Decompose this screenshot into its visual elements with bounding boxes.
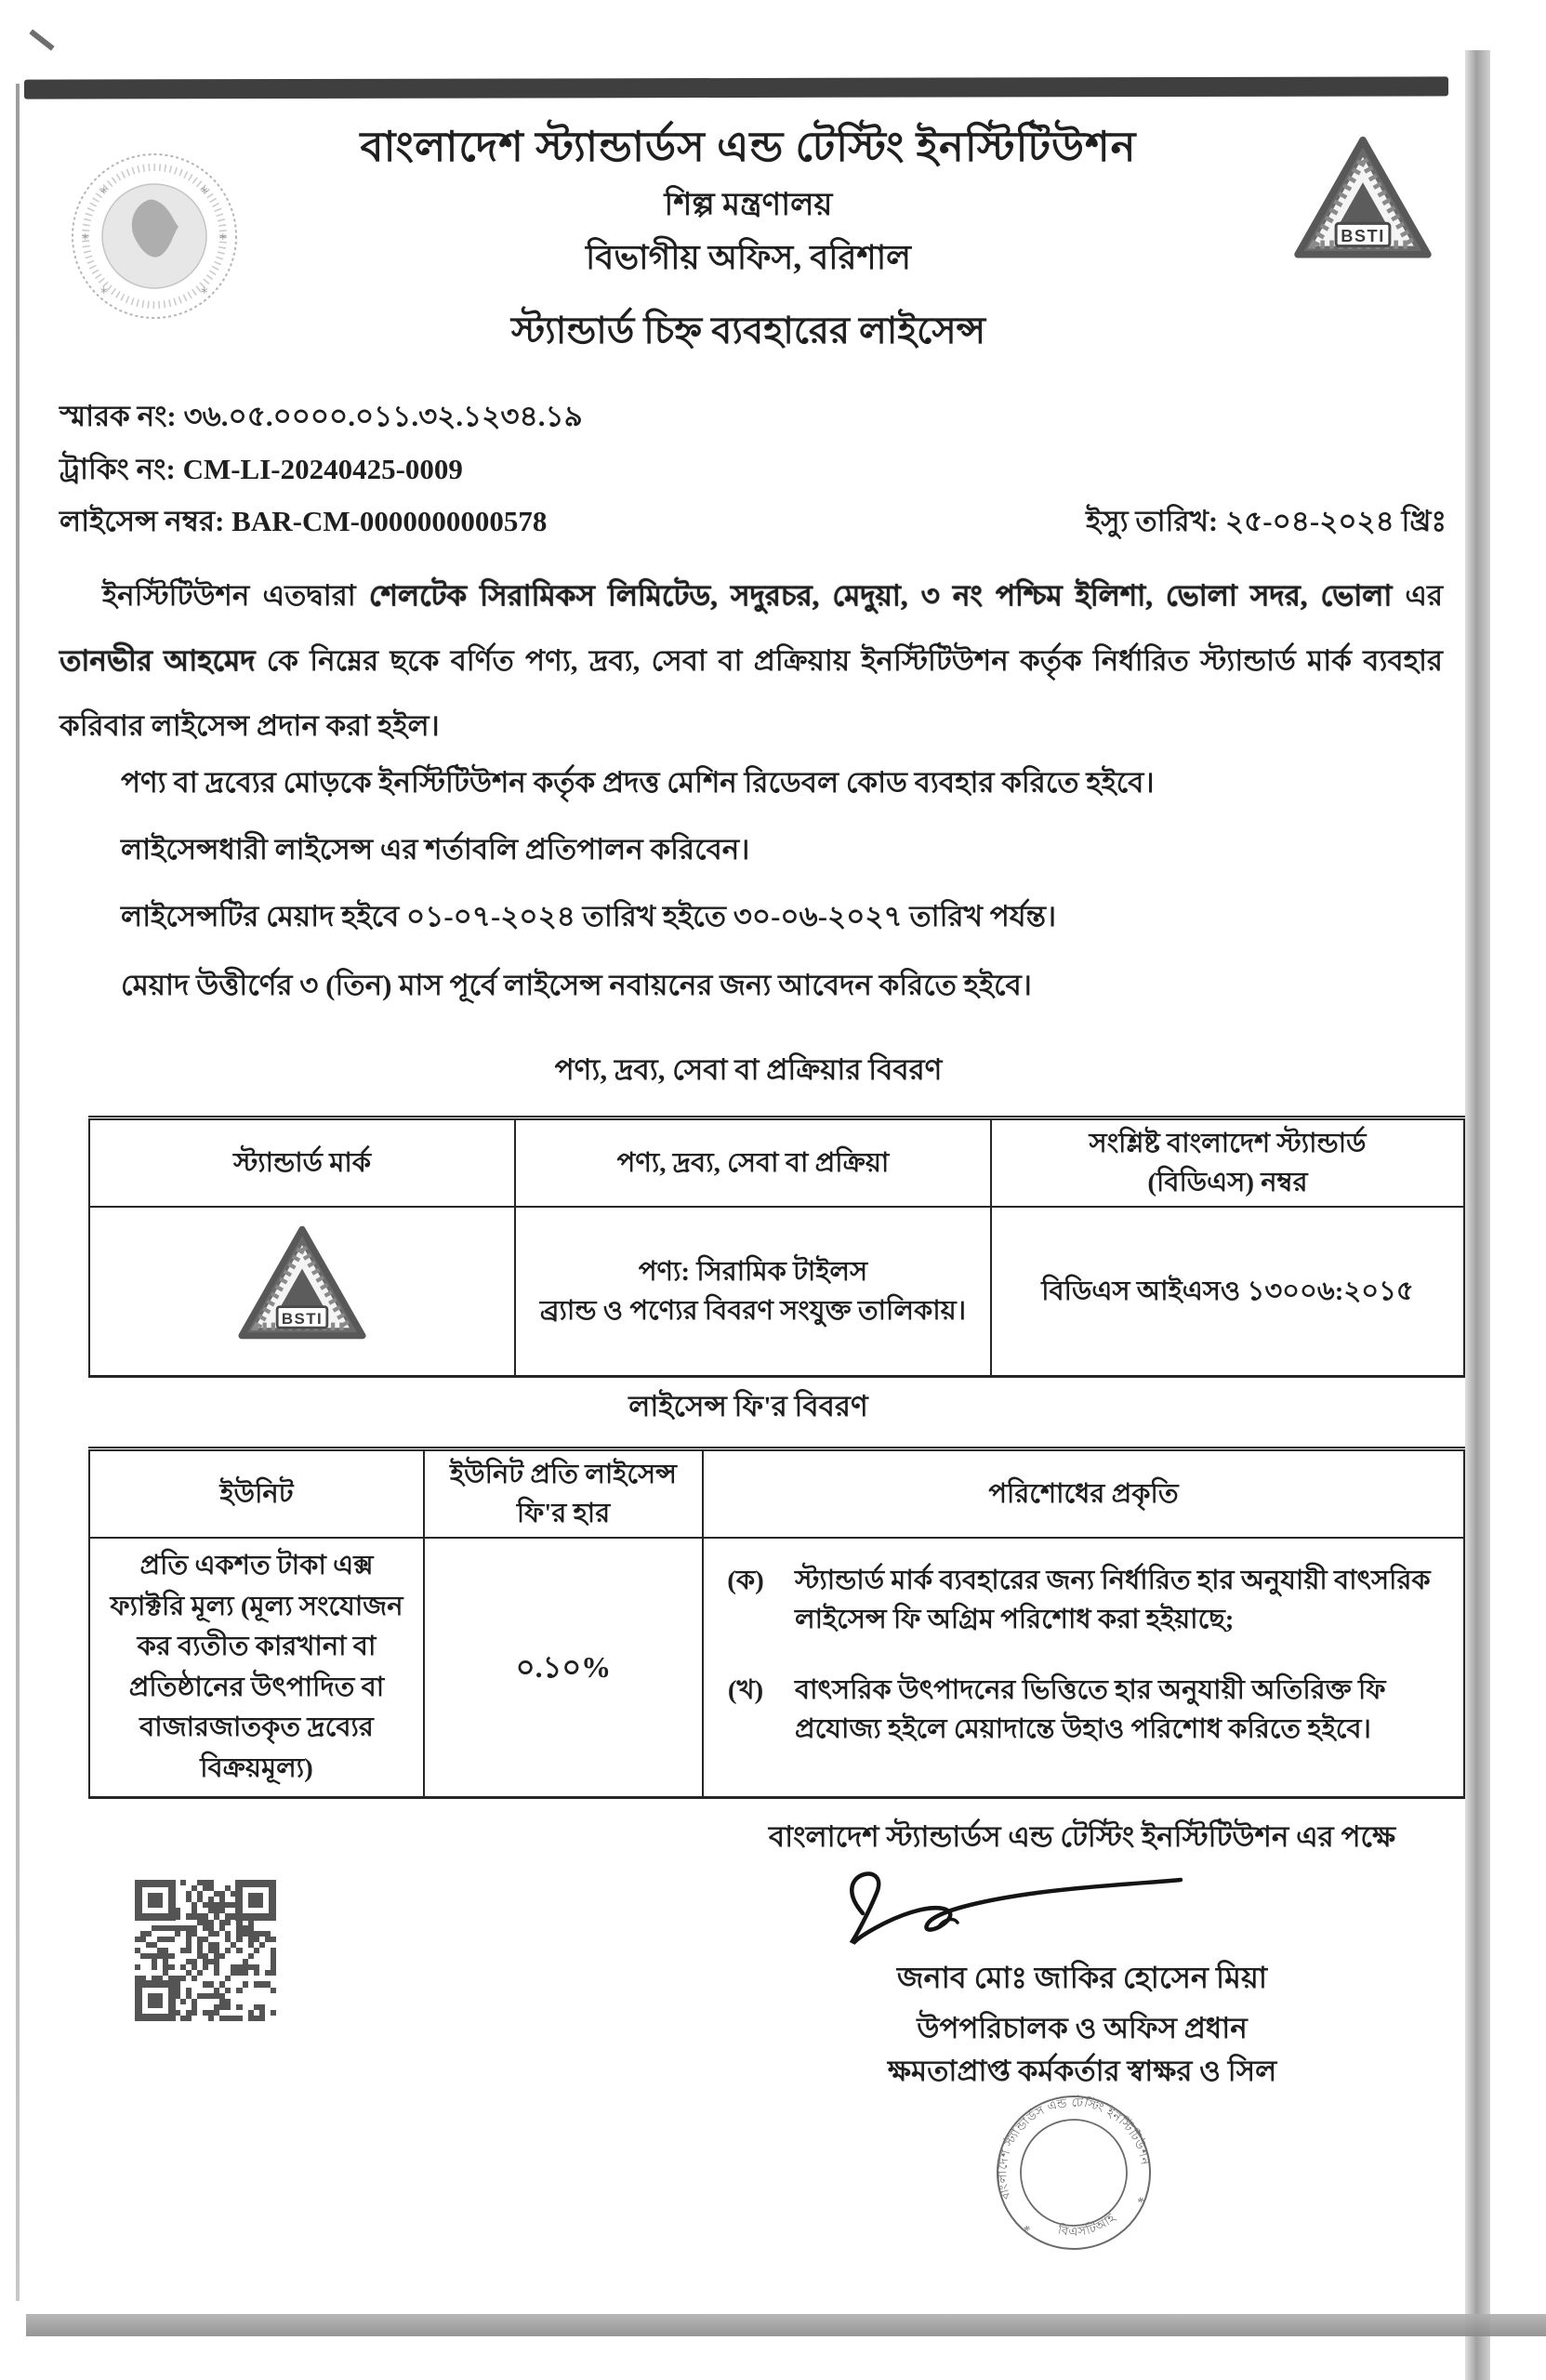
payment-text-ka: স্ট্যান্ডার্ড মার্ক ব্যবহারের জন্য নির্ধারিত হার অনুযায়ী বাৎসরিক লাইসেন্স ফি অগ্রিম পরিশোধ করা হইয়াছে; (795, 1566, 1431, 1635)
license-number: লাইসেন্স নম্বর: BAR-CM-0000000000578 (59, 505, 548, 537)
qr-code (135, 1880, 276, 2021)
scan-left-edge (16, 84, 20, 2301)
svg-text:*: * (82, 231, 89, 247)
licensee-person: তানভীর আহমেদ (59, 644, 256, 677)
rate-cell: ০.১০% (424, 1538, 703, 1798)
bsti-mark-text: BSTI (281, 1310, 324, 1329)
scan-bottom-edge (26, 2314, 1546, 2336)
col-standard-mark: স্ট্যান্ডার্ড মার্ক (89, 1118, 515, 1208)
qr-finder-bottom-left (135, 1980, 176, 2021)
condition-terms-compliance: লাইসেন্সধারী লাইসেন্স এর শর্তাবলি প্রতিপালন করিবেন। (121, 833, 750, 866)
col-payment-nature: পরিশোধের প্রকৃতি (703, 1449, 1464, 1539)
svg-text:*: * (201, 284, 208, 301)
bds-number-cell: বিডিএস আইএসও ১৩০০৬:২০১৫ (991, 1207, 1464, 1377)
scan-top-edge (24, 76, 1448, 99)
license-number-row (59, 499, 1447, 548)
grant-mid: এর (1392, 579, 1444, 612)
svg-text:*: * (1022, 2223, 1034, 2240)
payment-item-ka (717, 1561, 1447, 1639)
office-round-stamp-icon (958, 2075, 1190, 2270)
fee-table (88, 1447, 1465, 1799)
signature-seal-note: ক্ষমতাপ্রাপ্ত কর্মকর্তার স্বাক্ষর ও সিল (887, 2055, 1277, 2087)
product-name: পণ্য: সিরামিক টাইলস (638, 1257, 868, 1288)
grant-lead: ইনস্টিটিউশন এতদ্বারা (102, 579, 369, 612)
scan-corner-mark (29, 29, 54, 50)
grant-paragraph (59, 563, 1443, 759)
svg-text:*: * (1136, 2194, 1147, 2212)
institution-title: বাংলাদেশ স্ট্যান্ডার্ডস এন্ড টেস্টিং ইনস্টিটিউশন (360, 124, 1137, 170)
memo-number: স্মারক নং: ৩৬.০৫.০০০০.০১১.৩২.১২৩৪.১৯ (59, 400, 583, 432)
standard-mark-cell (89, 1207, 515, 1377)
product-table-header-row (89, 1118, 1464, 1208)
stamp-ring-text: বাংলাদেশ স্ট্যান্ডার্ডস এন্ড টেস্টিং ইনস্টিটিউশন (995, 2095, 1153, 2202)
product-table (88, 1116, 1465, 1378)
svg-text:বাংলাদেশ স্ট্যান্ডার্ডস এন্ড ট (978, 2078, 1153, 2202)
fee-table-header-row (89, 1449, 1464, 1539)
fee-section-title: লাইসেন্স ফি'র বিবরণ (628, 1390, 868, 1422)
tracking-number: ট্রাকিং নং: CM-LI-20240425-0009 (59, 453, 463, 485)
col-rate: ইউনিট প্রতি লাইসেন্স ফি'র হার (424, 1449, 703, 1539)
qr-finder-top-left (135, 1880, 176, 1921)
col-product: পণ্য, দ্রব্য, সেবা বা প্রক্রিয়া (515, 1118, 991, 1208)
stamp-bottom-text: বিএসটিআই (1056, 2210, 1119, 2239)
col-unit: ইউনিট (89, 1449, 424, 1539)
product-table-row (89, 1207, 1464, 1377)
product-section-title: পণ্য, দ্রব্য, সেবা বা প্রক্রিয়ার বিবরণ (554, 1053, 943, 1086)
issue-date: ইস্যু তারিখ: ২৫-০৪-২০২৪ খ্রিঃ (1086, 505, 1447, 537)
qr-finder-top-right (235, 1880, 276, 1921)
signatory-designation: উপপরিচালক ও অফিস প্রধান (917, 2012, 1248, 2044)
payment-marker-kha: (খ) (727, 1675, 764, 1706)
product-cell (515, 1207, 991, 1377)
license-title: স্ট্যান্ডার্ড চিহ্ন ব্যবহারের লাইসেন্স (510, 310, 986, 351)
signatory-name: জনাব মোঃ জাকির হোসেন মিয়া (896, 1961, 1268, 1994)
scan-right-edge (1465, 50, 1490, 2380)
svg-text:*: * (100, 184, 108, 201)
grant-tail: কে নিম্নের ছকে বর্ণিত পণ্য, দ্রব্য, সেবা বা প্রক্রিয়ায় ইনস্টিটিউশন কর্তৃক নির্ধারিত স্ট্যান্ডার্ড মার্ক ব্যবহার করিবার লাইসেন্স প্রদান করা হইল। (59, 644, 1443, 742)
svg-text:*: * (219, 231, 227, 247)
fee-table-row (89, 1538, 1464, 1798)
licensee-company: শেলটেক সিরামিকস লিমিটেড, সদুরচর, মেদুয়া, ৩ নং পশ্চিম ইলিশা, ভোলা সদর, ভোলা (368, 579, 1393, 612)
svg-text:*: * (201, 184, 208, 201)
ministry-line: শিল্প মন্ত্রণালয় (664, 188, 833, 222)
condition-validity-period: লাইসেন্সটির মেয়াদ হইবে ০১-০৭-২০২৪ তারিখ হইতে ৩০-০৬-২০২৭ তারিখ পর্যন্ত। (121, 900, 1057, 932)
bsti-logo-text: BSTI (1341, 226, 1385, 246)
payment-item-kha (717, 1671, 1447, 1749)
col-bds-number: সংশ্লিষ্ট বাংলাদেশ স্ট্যান্ডার্ড (বিডিএস) নম্বর (991, 1118, 1464, 1208)
on-behalf-line: বাংলাদেশ স্ট্যান্ডার্ডস এন্ড টেস্টিং ইনস্টিটিউশন এর পক্ষে (768, 1820, 1396, 1853)
condition-machine-readable-code: পণ্য বা দ্রব্যের মোড়কে ইনস্টিটিউশন কর্তৃক প্রদত্ত মেশিন রিডেবল কোড ব্যবহার করিতে হইবে। (121, 766, 1155, 799)
condition-renewal-notice: মেয়াদ উত্তীর্ণের ৩ (তিন) মাস পূর্বে লাইসেন্স নবায়নের জন্য আবেদন করিতে হইবে। (121, 969, 1032, 1001)
signature-handwriting (799, 1861, 1190, 1945)
svg-text:*: * (100, 284, 108, 301)
unit-cell: প্রতি একশত টাকা এক্স ফ্যাক্টরি মূল্য (মূল্য সংযোজন কর ব্যতীত কারখানা বা প্রতিষ্ঠানের উৎপাদিত বা বাজারজাতকৃত দ্রব্যের বিক্রয়মূল্য) (89, 1538, 424, 1798)
payment-text-kha: বাৎসরিক উৎপাদনের ভিত্তিতে হার অনুযায়ী অতিরিক্ত ফি প্রযোজ্য হইলে মেয়াদান্তে উহাও পরিশোধ করিতে হইবে। (795, 1675, 1386, 1745)
product-brand-note: ব্র্যান্ড ও পণ্যের বিবরণ সংযুক্ত তালিকায়। (539, 1296, 967, 1327)
payment-marker-ka: (ক) (727, 1566, 764, 1596)
office-line: বিভাগীয় অফিস, বরিশাল (586, 239, 911, 276)
bsti-mark-icon (220, 1225, 384, 1346)
payment-nature-cell (703, 1538, 1464, 1798)
